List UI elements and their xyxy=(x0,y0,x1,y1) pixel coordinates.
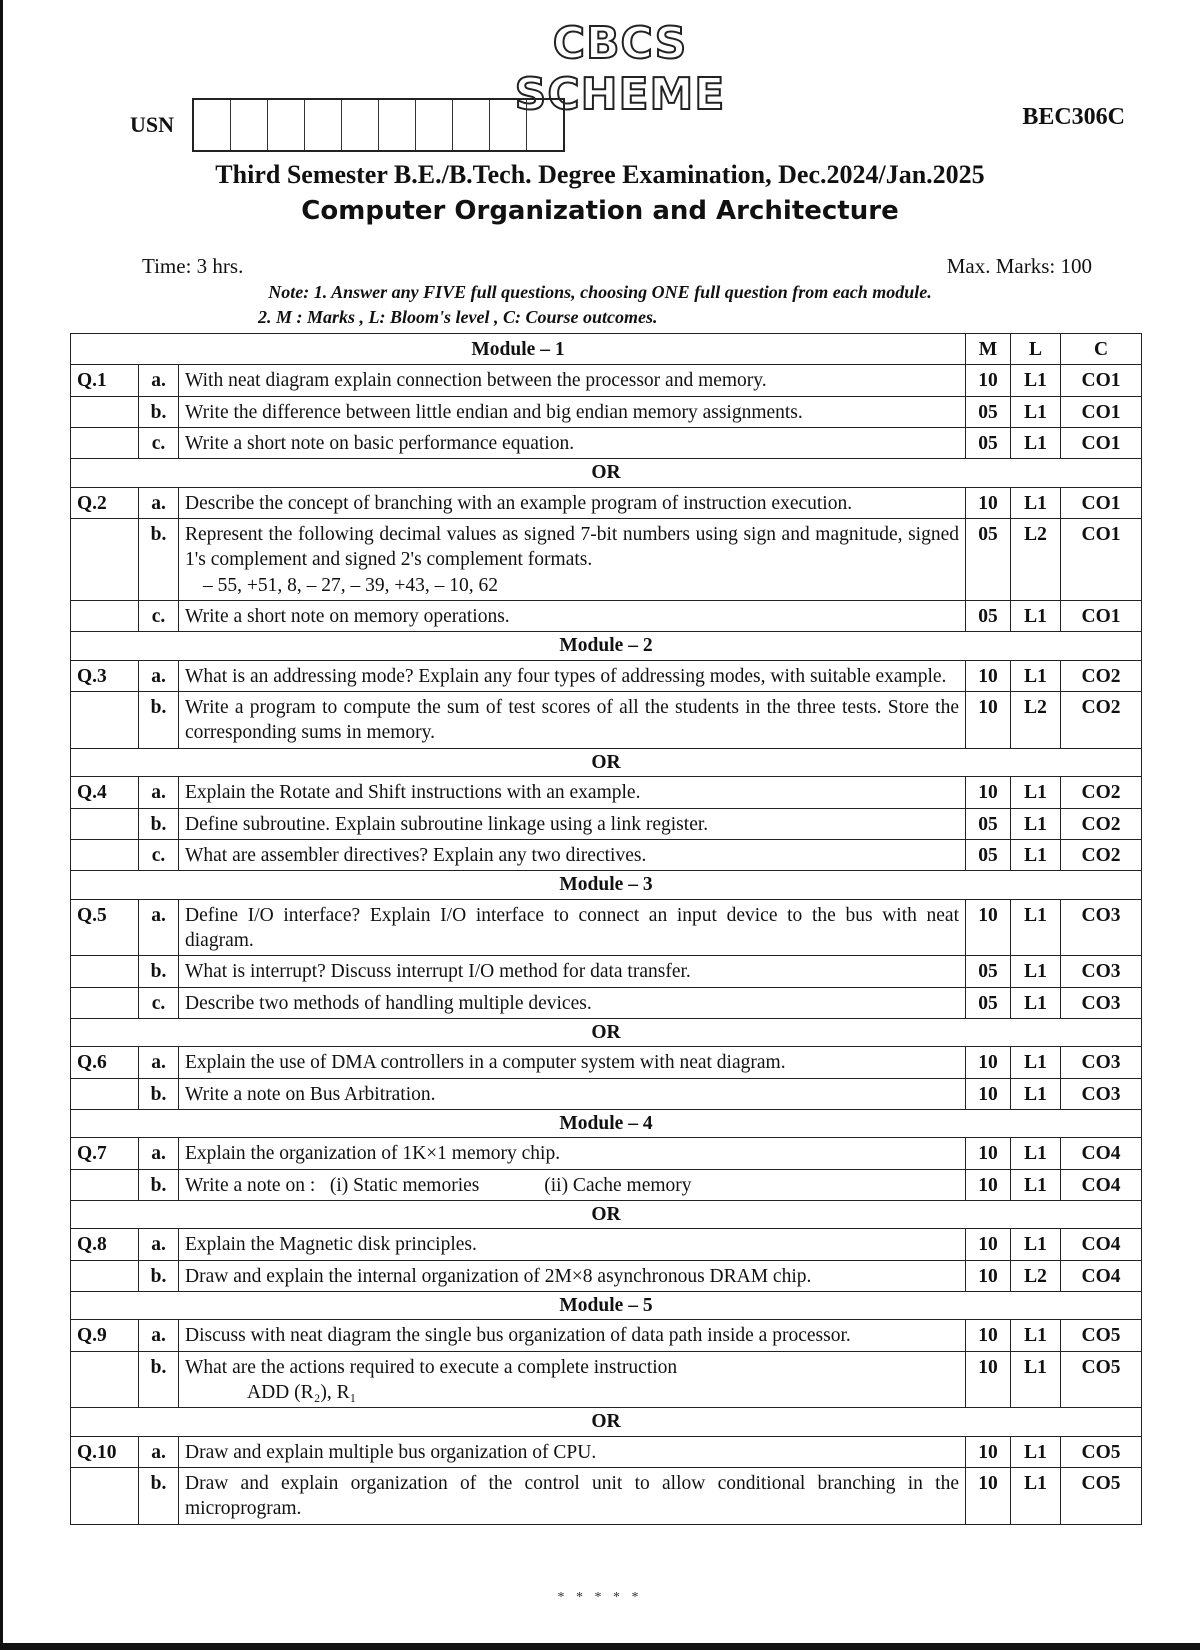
outcome-cell: CO2 xyxy=(1061,660,1142,691)
outcome-cell: CO1 xyxy=(1061,365,1142,396)
question-number: Q.6 xyxy=(71,1047,139,1078)
note-item-2: (ii) Cache memory xyxy=(544,1174,692,1196)
marks-cell: 10 xyxy=(966,1229,1011,1260)
marks-cell: 10 xyxy=(966,365,1011,396)
module-heading: Module – 2 xyxy=(71,632,1142,660)
question-text-prefix: Write a note on : xyxy=(185,1174,316,1196)
question-number: Q.4 xyxy=(71,777,139,808)
sub-question-label: b. xyxy=(139,808,179,839)
question-text: What are assembler directives? Explain any two directives. xyxy=(179,839,966,870)
marks-cell: 05 xyxy=(966,428,1011,459)
col-head-outcome: C xyxy=(1061,334,1142,365)
outcome-cell: CO5 xyxy=(1061,1468,1142,1525)
sub-question-label: b. xyxy=(139,1351,179,1408)
level-cell: L1 xyxy=(1011,1169,1061,1200)
outcome-cell: CO2 xyxy=(1061,839,1142,870)
sub-question-label: b. xyxy=(139,1468,179,1525)
scan-edge-left xyxy=(0,0,3,1650)
sub-question-label: b. xyxy=(139,1078,179,1109)
question-row xyxy=(71,956,1142,987)
usn-box xyxy=(527,100,563,150)
question-row xyxy=(71,428,1142,459)
question-number: Q.2 xyxy=(71,487,139,518)
question-number: Q.8 xyxy=(71,1229,139,1260)
usn-box xyxy=(305,100,342,150)
outcome-cell: CO3 xyxy=(1061,956,1142,987)
question-row xyxy=(71,987,1142,1018)
question-text xyxy=(179,1351,966,1408)
question-row xyxy=(71,1047,1142,1078)
outcome-cell: CO3 xyxy=(1061,1047,1142,1078)
or-divider: OR xyxy=(71,1018,1142,1046)
or-row xyxy=(71,1408,1142,1436)
level-cell: L2 xyxy=(1011,692,1061,749)
end-of-paper-mark: * * * * * xyxy=(557,1590,643,1605)
decimal-values: – 55, +51, 8, – 27, – 39, +43, – 10, 62 xyxy=(203,574,498,596)
question-text: Define subroutine. Explain subroutine linkage using a link register. xyxy=(179,808,966,839)
question-text: Discuss with neat diagram the single bus organization of data path inside a processor. xyxy=(179,1320,966,1351)
question-text-main: Represent the following decimal values as signed 7-bit numbers using sign and magnitude, signed 1's complement and signed 2's complement formats. xyxy=(185,524,959,571)
sub-question-label: a. xyxy=(139,1320,179,1351)
max-marks: Max. Marks: 100 xyxy=(946,254,1092,278)
marks-cell: 05 xyxy=(966,808,1011,839)
question-row xyxy=(71,1468,1142,1525)
question-text: Write a note on Bus Arbitration. xyxy=(179,1078,966,1109)
scheme-heading: CBCS SCHEME xyxy=(514,18,726,120)
or-row xyxy=(71,1200,1142,1228)
outcome-cell: CO4 xyxy=(1061,1138,1142,1169)
question-row xyxy=(71,899,1142,956)
scan-edge-bottom xyxy=(0,1643,1200,1650)
marks-cell: 05 xyxy=(966,839,1011,870)
question-number: Q.1 xyxy=(71,365,139,396)
question-number: Q.9 xyxy=(71,1320,139,1351)
sub-question-label: a. xyxy=(139,365,179,396)
question-text: Draw and explain multiple bus organization of CPU. xyxy=(179,1436,966,1467)
sub-question-label: a. xyxy=(139,899,179,956)
question-row xyxy=(71,660,1142,691)
exam-title: Third Semester B.E./B.Tech. Degree Examination, Dec.2024/Jan.2025 xyxy=(215,160,985,189)
module-heading: Module – 1 xyxy=(71,334,966,365)
question-text: What is an addressing mode? Explain any four types of addressing modes, with suitable example. xyxy=(179,660,966,691)
module-row xyxy=(71,1292,1142,1320)
level-cell: L1 xyxy=(1011,1229,1061,1260)
level-cell: L1 xyxy=(1011,1078,1061,1109)
marks-cell: 10 xyxy=(966,487,1011,518)
level-cell: L1 xyxy=(1011,1138,1061,1169)
sub-question-label: b. xyxy=(139,1169,179,1200)
outcome-cell: CO1 xyxy=(1061,601,1142,632)
sub-question-label: a. xyxy=(139,660,179,691)
usn-box xyxy=(490,100,527,150)
question-row xyxy=(71,487,1142,518)
question-row xyxy=(71,601,1142,632)
level-cell: L1 xyxy=(1011,660,1061,691)
question-table xyxy=(70,333,1142,1525)
question-text: What is interrupt? Discuss interrupt I/O method for data transfer. xyxy=(179,956,966,987)
level-cell: L1 xyxy=(1011,899,1061,956)
or-row xyxy=(71,1018,1142,1046)
or-divider: OR xyxy=(71,748,1142,776)
sub-question-label: b. xyxy=(139,396,179,427)
question-text: Write a program to compute the sum of test scores of all the students in the three tests. Store the corresponding sums in memory. xyxy=(179,692,966,749)
usn-box xyxy=(453,100,490,150)
outcome-cell: CO5 xyxy=(1061,1436,1142,1467)
or-divider: OR xyxy=(71,459,1142,487)
marks-cell: 10 xyxy=(966,1351,1011,1408)
sub-question-label: a. xyxy=(139,1436,179,1467)
sub-question-label: a. xyxy=(139,487,179,518)
outcome-cell: CO1 xyxy=(1061,428,1142,459)
question-row xyxy=(71,1078,1142,1109)
question-text: Draw and explain the internal organization of 2M×8 asynchronous DRAM chip. xyxy=(179,1260,966,1291)
outcome-cell: CO2 xyxy=(1061,808,1142,839)
sub-question-label: b. xyxy=(139,956,179,987)
outcome-cell: CO3 xyxy=(1061,987,1142,1018)
sub-question-label: b. xyxy=(139,692,179,749)
note-item-1: (i) Static memories xyxy=(329,1174,480,1196)
level-cell: L1 xyxy=(1011,839,1061,870)
sub-question-label: a. xyxy=(139,1229,179,1260)
outcome-cell: CO5 xyxy=(1061,1320,1142,1351)
instruction-expression: ADD (R₂), R₁ xyxy=(247,1382,357,1404)
marks-cell: 10 xyxy=(966,777,1011,808)
level-cell: L1 xyxy=(1011,365,1061,396)
marks-cell: 10 xyxy=(966,1320,1011,1351)
sub-question-label: a. xyxy=(139,1047,179,1078)
outcome-cell: CO4 xyxy=(1061,1229,1142,1260)
marks-cell: 10 xyxy=(966,1138,1011,1169)
outcome-cell: CO1 xyxy=(1061,519,1142,601)
module-heading: Module – 4 xyxy=(71,1109,1142,1137)
level-cell: L1 xyxy=(1011,1436,1061,1467)
outcome-cell: CO5 xyxy=(1061,1351,1142,1408)
question-row xyxy=(71,1229,1142,1260)
usn-label: USN xyxy=(130,112,175,137)
outcome-cell: CO2 xyxy=(1061,692,1142,749)
question-text: Write a short note on memory operations. xyxy=(179,601,966,632)
subject-title: Computer Organization and Architecture xyxy=(301,196,899,226)
marks-cell: 05 xyxy=(966,956,1011,987)
level-cell: L1 xyxy=(1011,1047,1061,1078)
level-cell: L1 xyxy=(1011,487,1061,518)
question-row xyxy=(71,839,1142,870)
marks-cell: 05 xyxy=(966,396,1011,427)
sub-question-label: c. xyxy=(139,428,179,459)
outcome-cell: CO2 xyxy=(1061,777,1142,808)
question-number: Q.10 xyxy=(71,1436,139,1467)
outcome-cell: CO1 xyxy=(1061,396,1142,427)
question-row xyxy=(71,777,1142,808)
sub-question-label: b. xyxy=(139,1260,179,1291)
question-text: With neat diagram explain connection between the processor and memory. xyxy=(179,365,966,396)
level-cell: L1 xyxy=(1011,956,1061,987)
sub-question-label: c. xyxy=(139,987,179,1018)
level-cell: L1 xyxy=(1011,601,1061,632)
level-cell: L1 xyxy=(1011,1320,1061,1351)
question-row xyxy=(71,1138,1142,1169)
level-cell: L1 xyxy=(1011,808,1061,839)
question-number: Q.3 xyxy=(71,660,139,691)
level-cell: L2 xyxy=(1011,519,1061,601)
level-cell: L1 xyxy=(1011,428,1061,459)
marks-cell: 05 xyxy=(966,519,1011,601)
level-cell: L2 xyxy=(1011,1260,1061,1291)
marks-cell: 10 xyxy=(966,692,1011,749)
outcome-cell: CO3 xyxy=(1061,899,1142,956)
question-row xyxy=(71,1260,1142,1291)
col-head-marks: M xyxy=(966,334,1011,365)
module-header-row xyxy=(71,334,1142,365)
sub-question-label: c. xyxy=(139,601,179,632)
marks-cell: 05 xyxy=(966,987,1011,1018)
question-text: Write a short note on basic performance equation. xyxy=(179,428,966,459)
usn-box xyxy=(342,100,379,150)
question-row xyxy=(71,1320,1142,1351)
usn-box xyxy=(194,100,231,150)
question-text: Describe the concept of branching with an example program of instruction execution. xyxy=(179,487,966,518)
question-row xyxy=(71,396,1142,427)
question-row xyxy=(71,692,1142,749)
note-line-1: Note: 1. Answer any FIVE full questions, choosing ONE full question from each module. xyxy=(268,282,932,302)
or-divider: OR xyxy=(71,1408,1142,1436)
level-cell: L1 xyxy=(1011,1351,1061,1408)
marks-cell: 10 xyxy=(966,1468,1011,1525)
sub-question-label: c. xyxy=(139,839,179,870)
usn-box xyxy=(416,100,453,150)
module-heading: Module – 3 xyxy=(71,871,1142,899)
question-row xyxy=(71,808,1142,839)
marks-cell: 10 xyxy=(966,660,1011,691)
note-line-2: 2. M : Marks , L: Bloom's level , C: Course outcomes. xyxy=(258,307,658,327)
subject-code: BEC306C xyxy=(1022,104,1125,130)
question-text: Explain the Magnetic disk principles. xyxy=(179,1229,966,1260)
sub-question-label: b. xyxy=(139,519,179,601)
question-text xyxy=(179,519,966,601)
marks-cell: 05 xyxy=(966,601,1011,632)
marks-cell: 10 xyxy=(966,1169,1011,1200)
exam-time: Time: 3 hrs. xyxy=(142,254,244,278)
module-row xyxy=(71,1109,1142,1137)
marks-cell: 10 xyxy=(966,1436,1011,1467)
question-row xyxy=(71,1436,1142,1467)
question-text-main: What are the actions required to execute a complete instruction xyxy=(185,1356,678,1378)
or-row xyxy=(71,459,1142,487)
question-text: Write the difference between little endian and big endian memory assignments. xyxy=(179,396,966,427)
question-text: Explain the Rotate and Shift instructions with an example. xyxy=(179,777,966,808)
level-cell: L1 xyxy=(1011,396,1061,427)
level-cell: L1 xyxy=(1011,987,1061,1018)
usn-box xyxy=(268,100,305,150)
sub-question-label: a. xyxy=(139,777,179,808)
module-row xyxy=(71,871,1142,899)
marks-cell: 10 xyxy=(966,1047,1011,1078)
outcome-cell: CO4 xyxy=(1061,1260,1142,1291)
question-row xyxy=(71,365,1142,396)
question-text xyxy=(179,1169,966,1200)
outcome-cell: CO4 xyxy=(1061,1169,1142,1200)
question-text: Explain the use of DMA controllers in a computer system with neat diagram. xyxy=(179,1047,966,1078)
marks-cell: 10 xyxy=(966,1260,1011,1291)
level-cell: L1 xyxy=(1011,1468,1061,1525)
module-heading: Module – 5 xyxy=(71,1292,1142,1320)
outcome-cell: CO1 xyxy=(1061,487,1142,518)
question-text: Describe two methods of handling multiple devices. xyxy=(179,987,966,1018)
sub-question-label: a. xyxy=(139,1138,179,1169)
marks-cell: 10 xyxy=(966,899,1011,956)
usn-box xyxy=(379,100,416,150)
question-text: Define I/O interface? Explain I/O interface to connect an input device to the bus with neat diagram. xyxy=(179,899,966,956)
usn-boxes xyxy=(192,98,565,152)
outcome-cell: CO3 xyxy=(1061,1078,1142,1109)
or-row xyxy=(71,748,1142,776)
module-row xyxy=(71,632,1142,660)
question-text: Draw and explain organization of the control unit to allow conditional branching in the microprogram. xyxy=(179,1468,966,1525)
marks-cell: 10 xyxy=(966,1078,1011,1109)
question-number: Q.5 xyxy=(71,899,139,956)
question-row xyxy=(71,519,1142,601)
question-row xyxy=(71,1351,1142,1408)
question-text: Explain the organization of 1K×1 memory chip. xyxy=(179,1138,966,1169)
usn-box xyxy=(231,100,268,150)
col-head-level: L xyxy=(1011,334,1061,365)
or-divider: OR xyxy=(71,1200,1142,1228)
question-row xyxy=(71,1169,1142,1200)
level-cell: L1 xyxy=(1011,777,1061,808)
question-number: Q.7 xyxy=(71,1138,139,1169)
